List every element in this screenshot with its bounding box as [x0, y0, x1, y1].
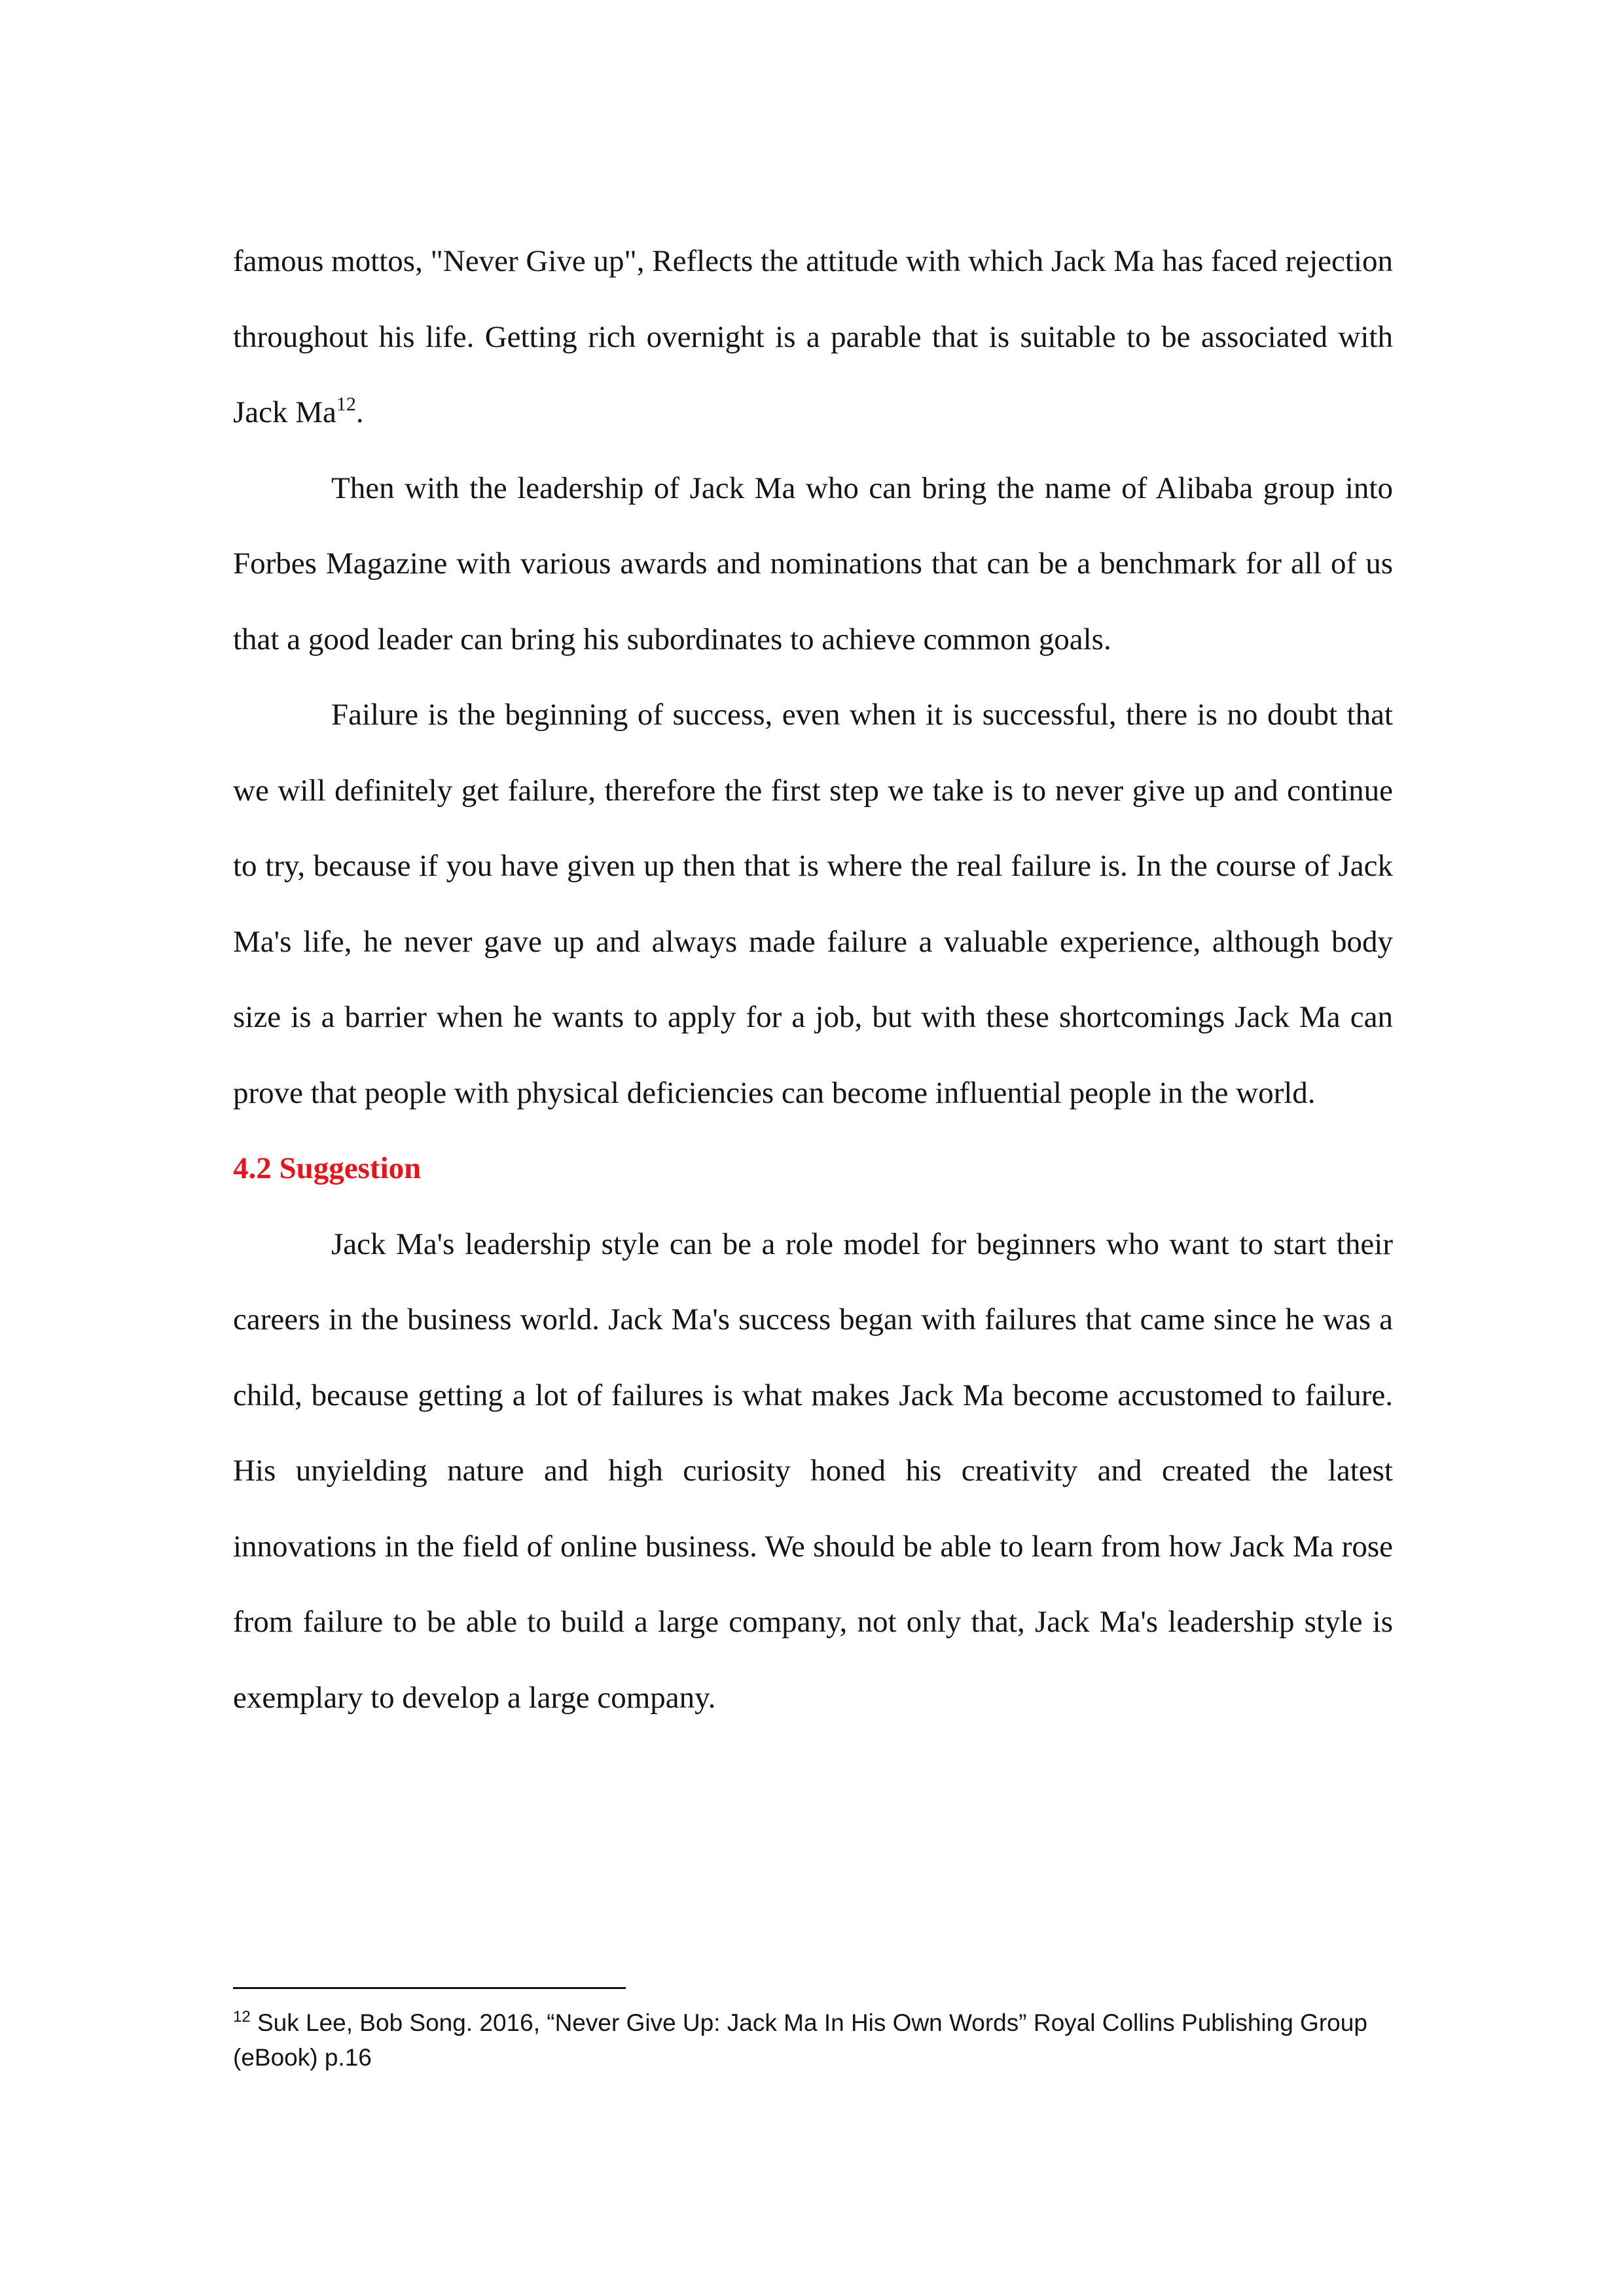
footnote-divider: [233, 1987, 626, 1989]
paragraph-text: famous mottos, "Never Give up", Reflects the attitude with which Jack Ma has faced rejection throughout his life. Getting rich overnight is a parable that is suitable to be associated with Jack Ma: [233, 244, 1393, 429]
section-heading: 4.2 Suggestion: [233, 1151, 422, 1185]
paragraph-end-punctuation: .: [355, 395, 364, 429]
paragraph-failure: Failure is the beginning of success, even when it is successful, there is no doubt that we will definitely get failure, therefore the first step we take is to never give up and continue to try, because if you have given up then that is where the real failure is. In the course of Jack Ma's life, he never gave up and always made failure a valuable experience, although body size is a barrier when he wants to apply for a job, but with these shortcomings Jack Ma can prove that people with physical deficiencies can become influential people in the world.: [233, 698, 1393, 1110]
paragraph-continuation: [233, 224, 1393, 451]
footnote: [233, 2005, 1398, 2075]
footnote-text: Suk Lee, Bob Song. 2016, “Never Give Up: Jack Ma In His Own Words” Royal Collins Publishing Group (eBook) p.16: [233, 2009, 1367, 2071]
footnote-reference[interactable]: 12: [336, 393, 356, 415]
footnote-number: 12: [233, 2008, 251, 2026]
paragraph-leadership: Then with the leadership of Jack Ma who can bring the name of Alibaba group into Forbes Magazine with various awards and nominations that can be a benchmark for all of us that a good leader can bring his subordinates to achieve common goals.: [233, 471, 1393, 656]
paragraph-suggestion: Jack Ma's leadership style can be a role model for beginners who want to start their careers in the business world. Jack Ma's success began with failures that came since he was a child, because getting a lot of failures is what makes Jack Ma become accustomed to failure. His unyielding nature and high curiosity honed his creativity and created the latest innovations in the field of online business. We should be able to learn from how Jack Ma rose from failure to be able to build a large company, not only that, Jack Ma's leadership style is exemplary to develop a large company.: [233, 1227, 1393, 1715]
body-text: [233, 224, 1393, 1736]
